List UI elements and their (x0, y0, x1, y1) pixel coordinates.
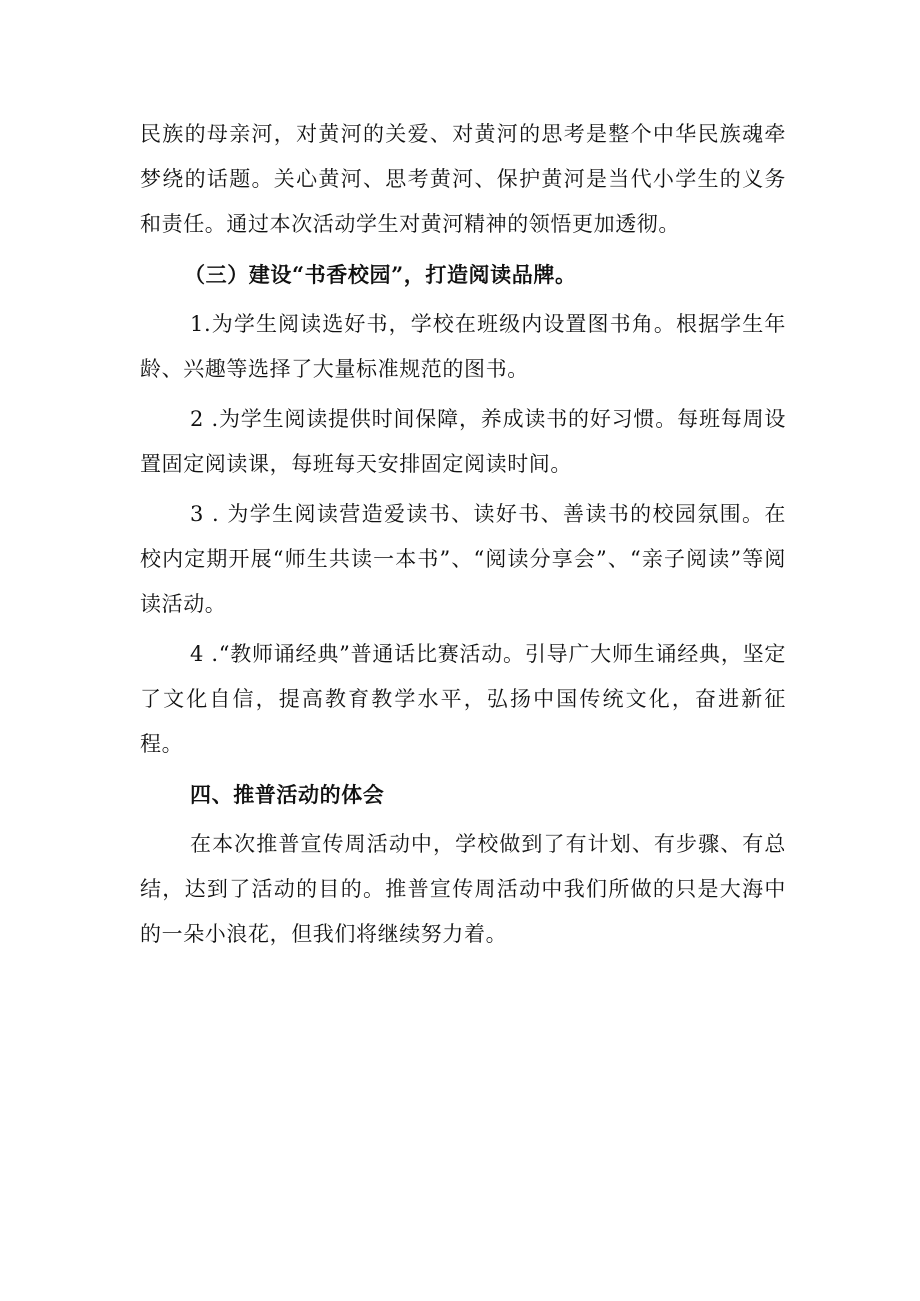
document-body (140, 112, 786, 957)
list-item-book-corner: 1.为学生阅读选好书，学校在班级内设置图书角。根据学生年龄、兴趣等选择了大量标准规范的图书。 (140, 312, 786, 381)
list-item-reading-atmosphere: 3 . 为学生阅读营造爱读书、读好书、善读书的校园氛围。在校内定期开展“师生共读一本书”、“阅读分享会”、“亲子阅读”等阅读活动。 (140, 502, 786, 616)
section-heading-scholarly-campus: （三）建设“书香校园”，打造阅读品牌。 (184, 262, 577, 287)
list-item-teacher-recital: 4 .“教师诵经典”普通话比赛活动。引导广大师生诵经典，坚定了文化自信，提高教育教学水平，弘扬中国传统文化，奋进新征程。 (140, 642, 786, 756)
paragraph-reflection: 在本次推普宣传周活动中，学校做到了有计划、有步骤、有总结，达到了活动的目的。推普宣传周活动中我们所做的只是大海中的一朵小浪花，但我们将继续努力着。 (140, 832, 786, 946)
list-item-reading-time: 2 .为学生阅读提供时间保障，养成读书的好习惯。每班每周设置固定阅读课，每班每天安排固定阅读时间。 (140, 407, 786, 476)
section-heading-reflection: 四、推普活动的体会 (190, 782, 385, 807)
paragraph-yellow-river: 民族的母亲河，对黄河的关爱、对黄河的思考是整个中华民族魂牵梦绕的话题。关心黄河、思考黄河、保护黄河是当代小学生的义务和责任。通过本次活动学生对黄河精神的领悟更加透彻。 (140, 122, 786, 236)
